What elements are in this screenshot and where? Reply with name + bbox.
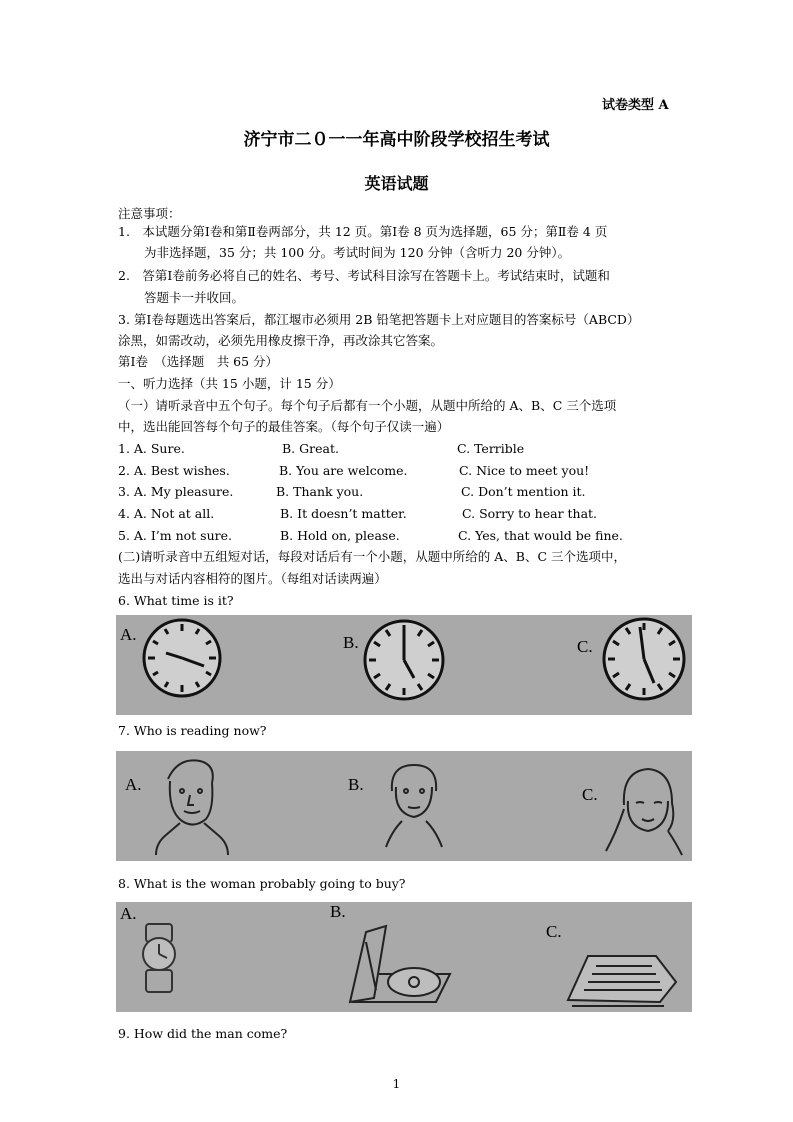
clock-icon: [144, 620, 220, 696]
picture-label-a: A.: [120, 625, 137, 644]
picture-label-c: C.: [577, 637, 593, 656]
question-row: [0, 441, 793, 457]
question-row: [0, 528, 793, 544]
picture-label-a: A.: [125, 775, 142, 794]
option-c: C. Nice to meet you!: [459, 463, 590, 478]
clock-icon: [365, 621, 443, 699]
people-icons: [116, 751, 692, 861]
question-6: 6. What time is it?: [118, 593, 234, 608]
note-3-line-1: 3. 第Ⅰ卷每题选出答案后，都江堰市必须用 2B 铅笔把答题卡上对应题目的答案标号（ABCD）: [118, 312, 640, 327]
note-1-line-1: 1. 本试题分第Ⅰ卷和第Ⅱ卷两部分，共 12 页。第Ⅰ卷 8 页为选择题，65 分；第Ⅱ卷 4 页: [118, 224, 608, 239]
people-pictures: [116, 751, 692, 861]
note-3-line-2: 涂黑，如需改动，必须先用橡皮擦干净，再改涂其它答案。: [118, 333, 444, 348]
girl-face-icon: [606, 769, 682, 855]
boy-face-icon: [386, 765, 442, 847]
part-heading: 一、听力选择（共 15 小题，计 15 分）: [118, 376, 341, 391]
subsection-1-line-1: （一）请听录音中五个句子。每个句子后都有一个小题，从题中所给的 A、B、C 三个选项: [118, 398, 617, 413]
question-row: [0, 463, 793, 479]
man-face-icon: [156, 760, 228, 855]
clock-icon: [604, 619, 684, 699]
subsection-2-line-1: (二)请听录音中五组短对话，每段对话后有一个小题，从题中所给的 A、B、C 三个选项中，: [118, 549, 626, 564]
question-row: [0, 484, 793, 500]
question-7: 7. Who is reading now?: [118, 723, 267, 738]
question-8: 8. What is the woman probably going to buy?: [118, 876, 406, 891]
exam-subtitle: 英语试题: [364, 174, 429, 193]
paper-type-label: 试卷类型 A: [602, 98, 669, 113]
picture-label-b: B.: [343, 633, 359, 652]
page-number: 1: [392, 1077, 401, 1091]
clock-pictures: [116, 615, 692, 715]
option-c: C. Terrible: [457, 441, 525, 456]
option-b: B. You are welcome.: [279, 463, 408, 478]
option-c: C. Sorry to hear that.: [462, 506, 598, 521]
option-a: 4. A. Not at all.: [118, 506, 215, 521]
option-a: 2. A. Best wishes.: [118, 463, 230, 478]
item-icons: [116, 902, 692, 1012]
option-b: B. Great.: [282, 441, 339, 456]
subsection-1-line-2: 中，选出能回答每个句子的最佳答案。（每个句子仅读一遍）: [118, 419, 450, 434]
option-a: 1. A. Sure.: [118, 441, 185, 456]
option-a: 3. A. My pleasure.: [118, 484, 234, 499]
question-9: 9. How did the man come?: [118, 1026, 288, 1041]
option-c: C. Yes, that would be fine.: [458, 528, 623, 543]
clock-icons: [116, 615, 692, 715]
picture-label-a: A.: [120, 904, 137, 923]
picture-label-b: B.: [348, 775, 364, 794]
cd-case-icon: [350, 926, 450, 1002]
item-pictures: [116, 902, 692, 1012]
option-c: C. Don’t mention it.: [461, 484, 586, 499]
exam-title: 济宁市二０一一年高中阶段学校招生考试: [243, 130, 550, 150]
volume-heading: 第Ⅰ卷 （选择题 共 65 分）: [118, 354, 279, 369]
picture-label-b: B.: [330, 902, 346, 921]
option-b: B. Hold on, please.: [280, 528, 400, 543]
subsection-2-line-2: 选出与对话内容相符的图片。（每组对话读两遍）: [118, 571, 387, 586]
picture-label-c: C.: [546, 922, 562, 941]
note-2-line-2: 答题卡一并收回。: [144, 290, 245, 305]
option-a: 5. A. I’m not sure.: [118, 528, 232, 543]
note-1-line-2: 为非选择题，35 分；共 100 分。考试时间为 120 分钟（含听力 20 分钟）。: [144, 245, 571, 260]
notes-heading: 注意事项：: [118, 206, 181, 221]
question-row: [0, 506, 793, 522]
book-icon: [568, 956, 676, 1006]
note-2-line-1: 2. 答第Ⅰ卷前务必将自己的姓名、考号、考试科目涂写在答题卡上。考试结束时，试题和: [118, 268, 610, 283]
option-b: B. Thank you.: [276, 484, 364, 499]
watch-icon: [143, 924, 175, 992]
picture-label-c: C.: [582, 785, 598, 804]
option-b: B. It doesn’t matter.: [280, 506, 407, 521]
